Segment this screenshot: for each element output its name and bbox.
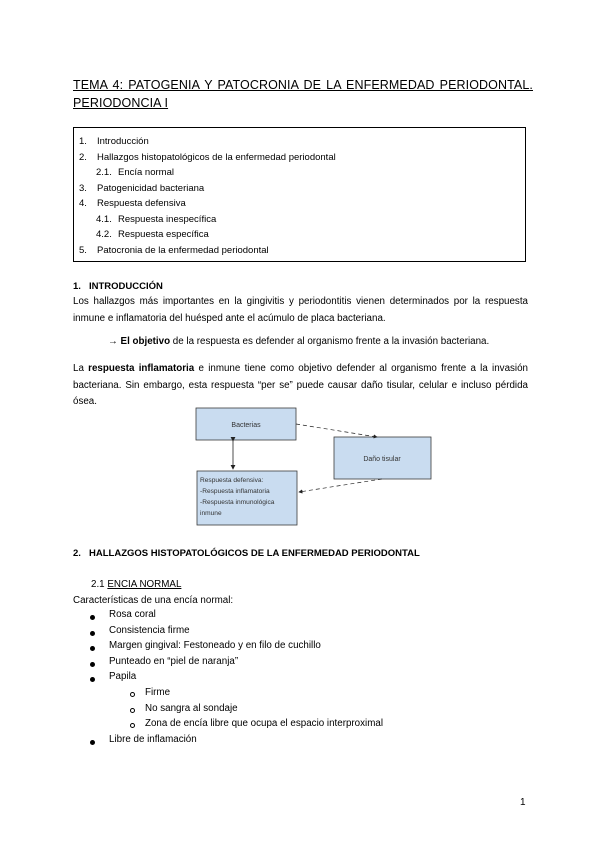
toc-number: 2. xyxy=(79,152,87,163)
bacterias-label: Bacterias xyxy=(231,422,261,429)
bullet-icon xyxy=(90,615,95,620)
section-title: INTRODUCCIÓN xyxy=(89,281,163,292)
section-number: 1. xyxy=(73,281,81,292)
toc-text: Patogenicidad bacteriana xyxy=(97,183,205,194)
toc-item xyxy=(96,214,216,226)
toc-number: 4.2. xyxy=(96,229,112,240)
respuesta-line: Respuesta defensiva: xyxy=(200,477,264,484)
circle-bullet-icon xyxy=(130,692,135,697)
para-text: e inmune tiene como objetivo defender al organismo frente a la invasión bacteriana. Sin embargo, esta respuesta “per se” puede causar daño tisular, celular e incluso pérdida ósea. xyxy=(73,363,528,407)
sub-list-item-text: Firme xyxy=(145,687,171,698)
toc-text: Hallazgos histopatológicos de la enfermedad periodontal xyxy=(97,152,336,163)
toc-text: Patocronia de la enfermedad periodontal xyxy=(97,245,269,256)
arrow-dano-to-respuesta xyxy=(299,479,382,492)
toc-number: 3. xyxy=(79,183,87,194)
toc-text: Respuesta defensiva xyxy=(97,198,186,209)
subsection-number: 2.1 xyxy=(91,579,105,590)
toc-item xyxy=(79,183,204,195)
toc-text: Respuesta específica xyxy=(118,229,209,240)
bullet-icon xyxy=(90,631,95,636)
toc-number: 4. xyxy=(79,198,87,209)
intro-paragraph: Los hallazgos más importantes en la gingivitis y periodontitis vienen determinados por la respuesta inmune e inflamatoria del huésped ante el acúmulo de placa bacteriana. xyxy=(73,296,528,324)
sub-list-item-text: No sangra al sondaje xyxy=(145,703,238,714)
objective-text: de la respuesta es defender al organismo frente a la invasión bacteriana. xyxy=(170,336,490,347)
section-number: 2. xyxy=(73,548,81,559)
bullet-icon xyxy=(90,662,95,667)
dano-tisular-label: Daño tisular xyxy=(363,456,401,463)
circle-bullet-icon xyxy=(130,723,135,728)
inflammatory-paragraph xyxy=(73,361,528,411)
characteristics-intro: Características de una encía normal: xyxy=(73,595,234,606)
arrow-icon: → xyxy=(108,336,118,347)
arrow-bacterias-to-dano xyxy=(296,424,377,437)
sub-list-item-text: Zona de encía libre que ocupa el espacio interproximal xyxy=(145,718,383,729)
respuesta-line: inmune xyxy=(200,510,222,517)
page-number: 1 xyxy=(520,797,526,808)
list-item-text: Papila xyxy=(109,671,137,682)
respuesta-line: -Respuesta inmunológica xyxy=(200,499,275,506)
section-title: HALLAZGOS HISTOPATOLÓGICOS DE LA ENFERMEDAD PERIODONTAL xyxy=(89,548,420,559)
subsection-2-1-heading xyxy=(91,577,181,594)
toc-item xyxy=(96,229,209,241)
table-of-contents xyxy=(73,127,526,262)
toc-item xyxy=(79,152,336,164)
list-item-text: Margen gingival: Festoneado y en filo de cuchillo xyxy=(109,640,321,651)
para-prefix: La xyxy=(73,363,89,374)
objective-bold: El objetivo xyxy=(120,336,171,347)
bullet-icon xyxy=(90,646,95,651)
document-title: TEMA 4: PATOGENIA Y PATOCRONIA DE LA ENFERMEDAD PERIODONTAL. PERIODONCIA I xyxy=(73,78,533,110)
bullet-icon xyxy=(90,677,95,682)
toc-text: Introducción xyxy=(97,136,149,147)
toc-text: Encía normal xyxy=(118,167,174,178)
toc-number: 4.1. xyxy=(96,214,112,225)
list-item-text: Punteado en “piel de naranja” xyxy=(109,656,239,667)
section-1-heading xyxy=(73,281,163,292)
toc-item xyxy=(96,167,174,179)
toc-item xyxy=(79,245,269,257)
list-item-text: Consistencia firme xyxy=(109,625,190,636)
para-bold: respuesta inflamatoria xyxy=(88,363,195,374)
list-item-text: Rosa coral xyxy=(109,609,156,620)
toc-number: 5. xyxy=(79,245,87,256)
toc-number: 2.1. xyxy=(96,167,112,178)
bullet-icon xyxy=(90,740,95,745)
toc-text: Respuesta inespecífica xyxy=(118,214,217,225)
respuesta-line: -Respuesta inflamatoria xyxy=(200,488,270,495)
toc-number: 1. xyxy=(79,136,87,147)
toc-item xyxy=(79,136,149,148)
subsection-title: ENCIA NORMAL xyxy=(107,579,182,590)
circle-bullet-icon xyxy=(130,708,135,713)
section-2-heading xyxy=(73,548,420,559)
list-item-text: Libre de inflamación xyxy=(109,734,197,745)
objective-line xyxy=(108,334,489,351)
toc-item xyxy=(79,198,186,210)
defense-response-diagram xyxy=(190,405,440,530)
